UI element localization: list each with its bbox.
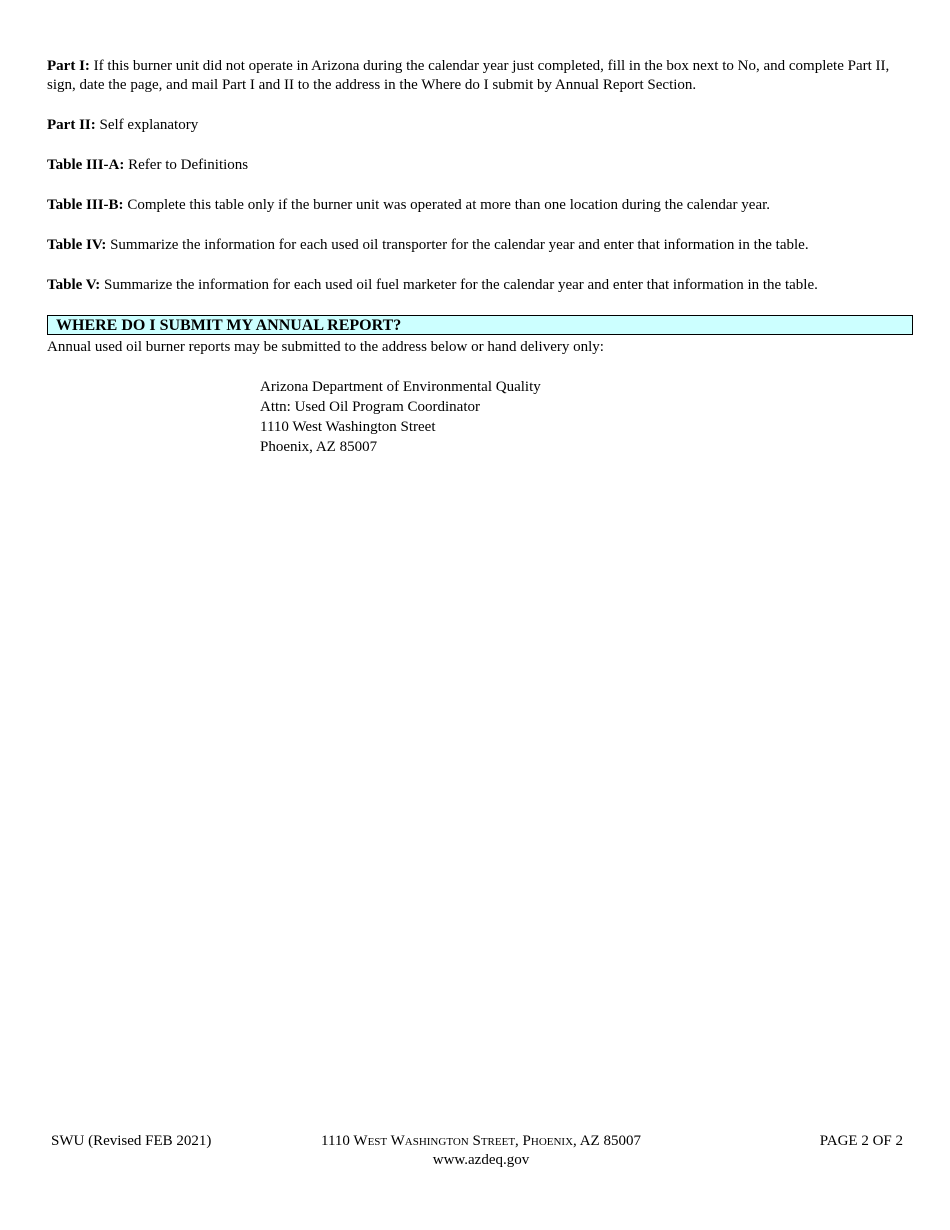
instruction-text: Summarize the information for each used oil transporter for the calendar year and enter that information in the table. bbox=[106, 237, 809, 253]
mailing-address bbox=[260, 377, 541, 457]
instruction-label: Table III-B: bbox=[47, 197, 124, 213]
address-line-street: 1110 West Washington Street bbox=[260, 419, 436, 435]
instruction-text: If this burner unit did not operate in Arizona during the calendar year just completed, fill in the box next to No, and complete Part II, sign, date the page, and mail Part I and II to the address in the Where do I submit by Annual Report Section. bbox=[47, 58, 890, 93]
instruction-text: Summarize the information for each used oil fuel marketer for the calendar year and enter that information in the table. bbox=[100, 277, 818, 293]
instruction-text: Complete this table only if the burner unit was operated at more than one location during the calendar year. bbox=[123, 197, 771, 213]
footer-form-id: SWU (Revised FEB 2021) bbox=[51, 1133, 212, 1149]
instruction-table-3b bbox=[47, 196, 907, 215]
footer-address: 1110 West Washington Street, Phoenix, AZ 85007 bbox=[321, 1133, 641, 1149]
instruction-table-5 bbox=[47, 276, 907, 295]
footer-page-number: PAGE 2 OF 2 bbox=[819, 1133, 903, 1149]
footer-website: www.azdeq.gov bbox=[432, 1152, 530, 1168]
instruction-label: Table IV: bbox=[47, 237, 107, 253]
address-line-agency: Arizona Department of Environmental Quality bbox=[260, 379, 541, 395]
instruction-text: Self explanatory bbox=[95, 117, 199, 133]
instruction-label: Part I: bbox=[47, 58, 90, 74]
instruction-label: Table III-A: bbox=[47, 157, 125, 173]
instruction-label: Part II: bbox=[47, 117, 96, 133]
address-line-city: Phoenix, AZ 85007 bbox=[260, 439, 378, 455]
instruction-part-1 bbox=[47, 57, 907, 95]
submit-section-heading: WHERE DO I SUBMIT MY ANNUAL REPORT? bbox=[47, 315, 913, 335]
instruction-label: Table V: bbox=[47, 277, 101, 293]
instruction-table-4 bbox=[47, 236, 907, 255]
instruction-text: Refer to Definitions bbox=[124, 157, 249, 173]
instruction-part-2 bbox=[47, 116, 907, 135]
instruction-table-3a bbox=[47, 156, 907, 175]
footer-contact bbox=[321, 1132, 641, 1170]
submit-intro-text: Annual used oil burner reports may be submitted to the address below or hand delivery only: bbox=[47, 339, 604, 355]
address-line-attn: Attn: Used Oil Program Coordinator bbox=[260, 399, 480, 415]
